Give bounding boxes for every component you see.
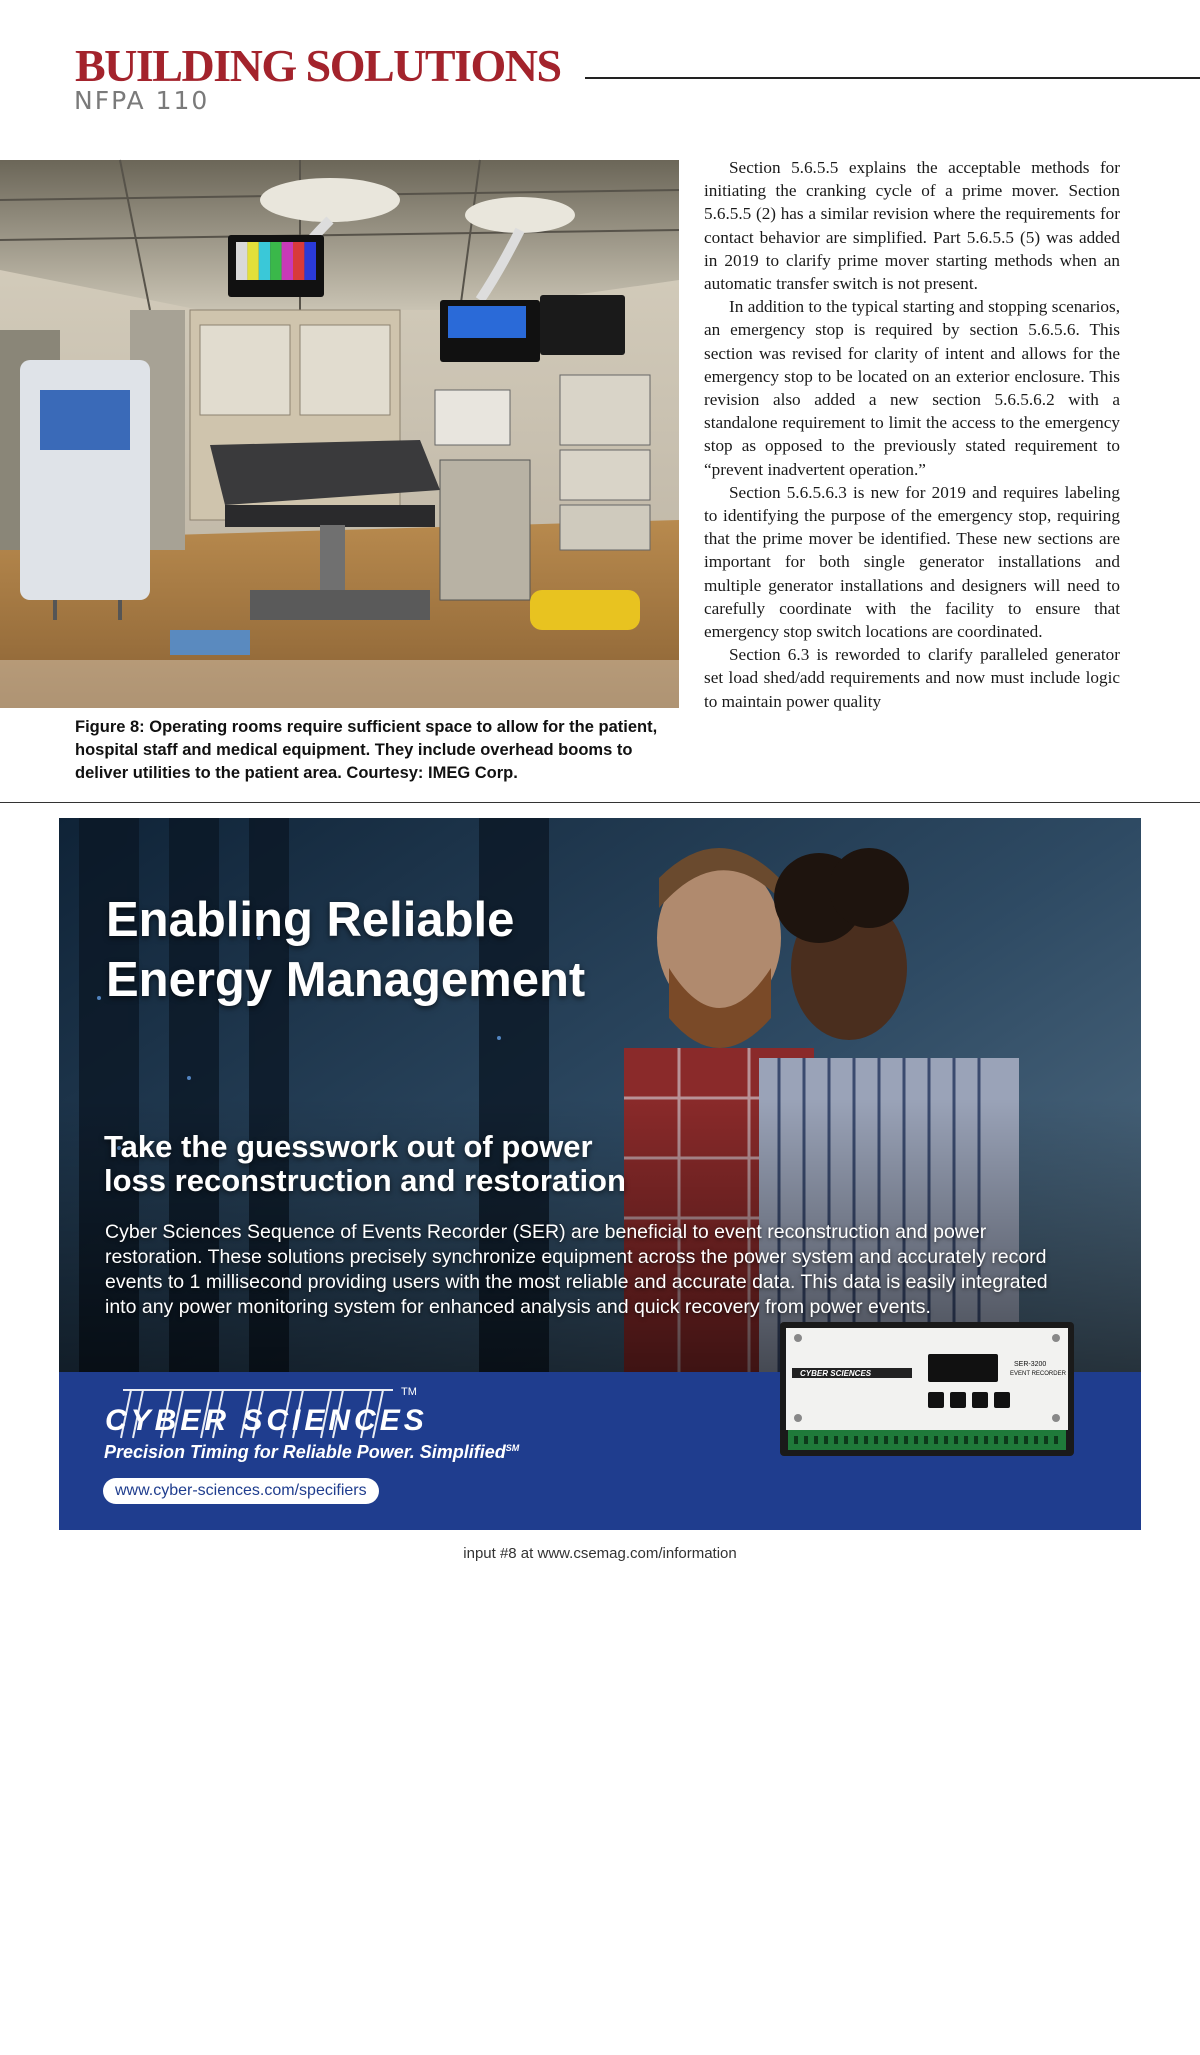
ad-body-text: Cyber Sciences Sequence of Events Recorder (SER) are beneficial to event reconstruction and power restoration. These solutions precisely synchronize equipment across the power system and accurately record events to 1 millisecond providing users with the most reliable and accurate data. This data is easily integrated into any power monitoring system for enhanced analysis and quick recovery from power events. (105, 1221, 1048, 1318)
article-paragraph: In addition to the typical starting and stopping scenarios, an emergency stop is required by section 5.6.5.6. This section was revised for clarity of intent and allows for the emergency stop to be located on an exterior enclosure. This revision also added a new section 5.6.5.6.2 with a standalone requirement to limit the access to the emergency stop as opposed to the previously stated requirement to “prevent inadvertent operation.” (704, 297, 1120, 479)
section-divider (0, 802, 1200, 803)
brand-name: CYBER SCIENCES (105, 1404, 428, 1437)
specifiers-link[interactable]: www.cyber-sciences.com/specifiers (103, 1478, 379, 1504)
monitor-bar (304, 242, 316, 280)
monitor-bar (236, 242, 247, 280)
monitor-bar (270, 242, 281, 280)
event-recorder-device-image (778, 1314, 1076, 1464)
reader-service-note: input #8 at www.csemag.com/information (463, 1545, 737, 1562)
monitor-bar (282, 242, 293, 280)
article-paragraph: Section 5.6.5.6.3 is new for 2019 and requires labeling to identifying the purpose of the emergency stop, requiring that the prime mover be identified. These new sections are important for both single generator installations and multiple generator installations and designers will need to carefully coordinate with the facility to ensure that emergency stop switch locations are coordinated. (704, 482, 1120, 642)
brand-trademark: TM (401, 1386, 417, 1398)
ad-headline: Enabling Reliable Energy Management (106, 893, 586, 1007)
article-paragraph: Section 6.3 is reworded to clarify paralleled generator set load shed/add requirements and now must include logic to maintain power quality (704, 645, 1120, 711)
monitor-bar (247, 242, 258, 280)
ad-subheadline: Take the guesswork out of power loss reconstruction and restoration (104, 1129, 626, 1198)
device-model: SER-3200 (1014, 1361, 1047, 1368)
operating-room-photo (0, 160, 679, 708)
section-subtitle: NFPA 110 (74, 86, 210, 115)
device-brand: CYBER SCIENCES (800, 1369, 872, 1378)
brand-tagline: Precision Timing for Reliable Power. Simplified℠ (104, 1442, 520, 1462)
section-title: BUILDING SOLUTIONS (75, 40, 561, 91)
article-column (704, 156, 1120, 713)
figure-caption: Figure 8: Operating rooms require sufficient space to allow for the patient, hospital staff and medical equipment. They include overhead booms to deliver utilities to the patient area. Courtesy: IMEG Corp. (75, 718, 658, 782)
monitor-bar (293, 242, 304, 280)
monitor-bar (259, 242, 270, 280)
cyber-sciences-logo (103, 1386, 428, 1442)
header-rule (585, 77, 1200, 79)
device-label: EVENT RECORDER (1010, 1371, 1066, 1377)
article-paragraph: Section 5.6.5.5 explains the acceptable methods for initiating the cranking cycle of a prime mover. Section 5.6.5.5 (2) has a similar revision where the requirements for contact behavior are simplified. Part 5.6.5.5 (5) was added in 2019 to clarify prime mover starting methods when an automatic transfer switch is not present. (704, 158, 1120, 294)
device-caption: Sequence of Events Recorder (794, 2032, 1056, 2054)
